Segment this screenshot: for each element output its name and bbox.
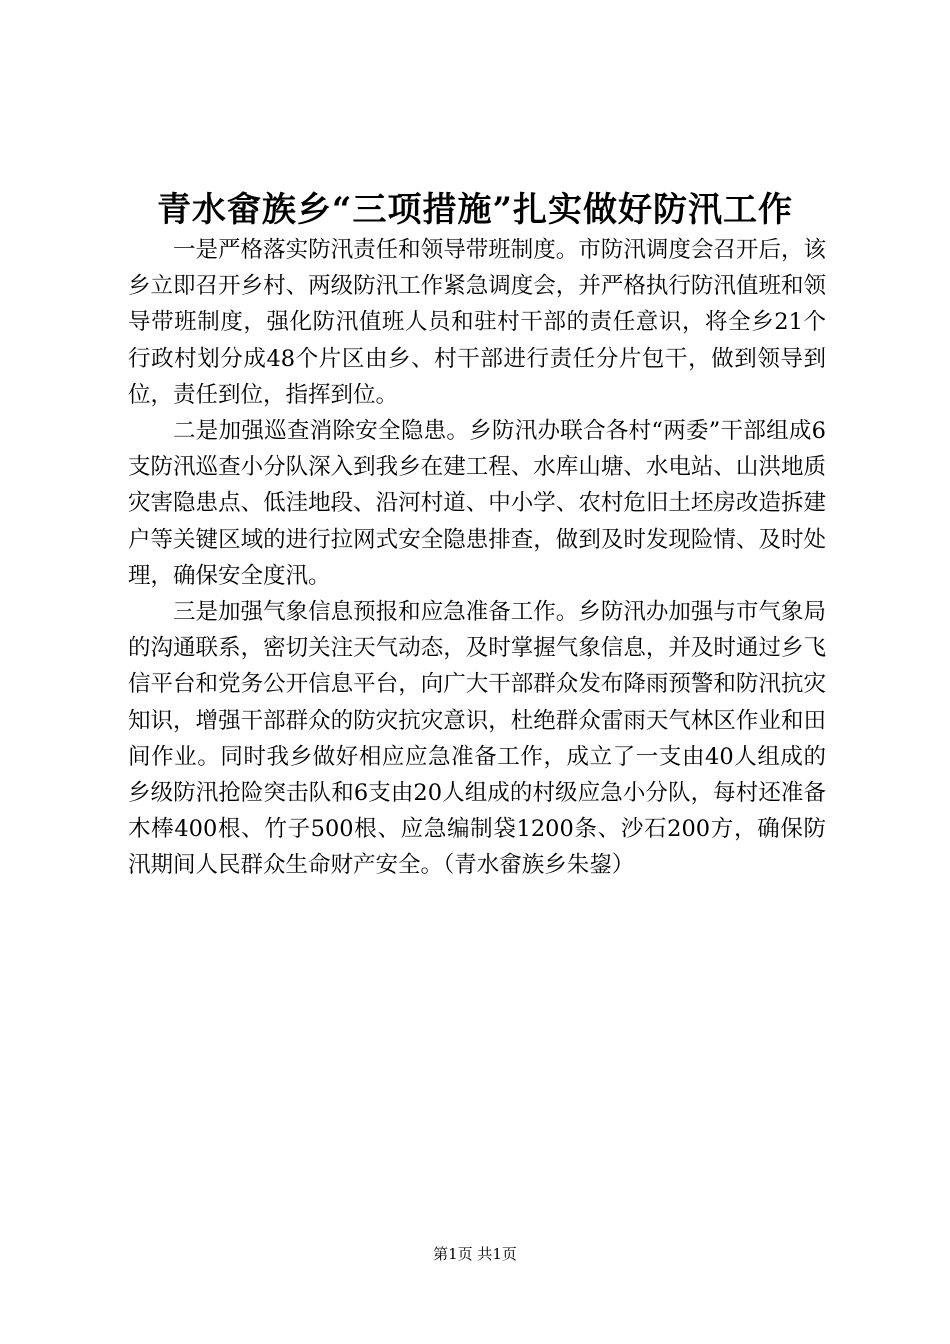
- paragraph-3: 三是加强气象信息预报和应急准备工作。乡防汛办加强与市气象局的沟通联系，密切关注天气动态，及时掌握气象信息，并及时通过乡飞信平台和党务公开信息平台，向广大干部群众发布降雨预警和防汛抗灾知识，增强干部群众的防灾抗灾意识，杜绝群众雷雨天气林区作业和田间作业。同时我乡做好相应应急准备工作，成立了一支由40人组成的乡级防汛抢险突击队和6支由20人组成的村级应急小分队，每村还准备木棒400根、竹子500根、应急编制袋1200条、沙石200方，确保防汛期间人民群众生命财产安全。（青水畲族乡朱鋆）: [128, 599, 826, 879]
- document-title: 青水畲族乡“三项措施”扎实做好防汛工作: [156, 190, 794, 230]
- document-body: [128, 232, 826, 884]
- paragraph-1: 一是严格落实防汛责任和领导带班制度。市防汛调度会召开后，该乡立即召开乡村、两级防汛工作紧急调度会，并严格执行防汛值班和领导带班制度，强化防汛值班人员和驻村干部的责任意识，将全乡21个行政村划分成48个片区由乡、村干部进行责任分片包干，做到领导到位，责任到位，指挥到位。: [128, 237, 826, 408]
- page-number: 第1页 共1页: [433, 1245, 517, 1263]
- page-footer: [0, 1244, 950, 1264]
- paragraph-2: 二是加强巡查消除安全隐患。乡防汛办联合各村“两委”干部组成6支防汛巡查小分队深入到我乡在建工程、水库山塘、水电站、山洪地质灾害隐患点、低洼地段、沿河村道、中小学、农村危旧土坯房改造拆建户等关键区域的进行拉网式安全隐患排查，做到及时发现险情、及时处理，确保安全度汛。: [128, 418, 826, 589]
